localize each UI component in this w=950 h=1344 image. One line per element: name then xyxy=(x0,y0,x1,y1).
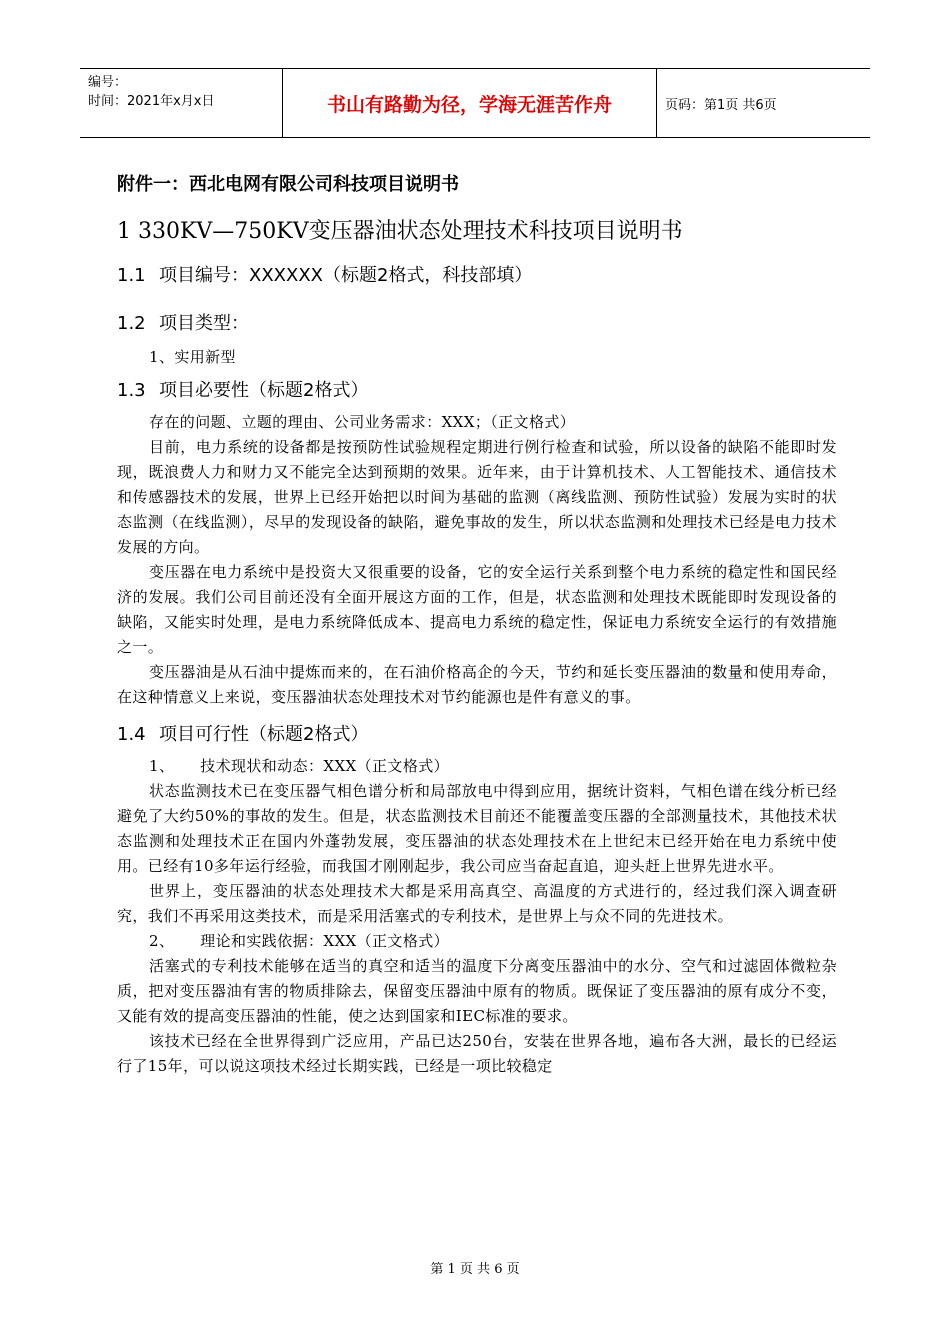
paragraph: 状态监测技术已在变压器气相色谱分析和局部放电中得到应用，据统计资料，气相色谱在线分析已经避免了大约50%的事故的发生。但是，状态监测技术目前还不能覆盖变压器的全部测量技术，其他技术状态监测和处理技术正在国内外蓬勃发展，变压器油的状态处理技术在上世纪末已经开始在电力系统中使用。已经有10多年运行经验，而我国才刚刚起步，我公司应当奋起直追，迎头赶上世界先进水平。 xyxy=(117,782,837,875)
header-page-info: 页码：第1页 共6页 xyxy=(665,97,777,113)
section-title: 项目编号：XXXXXX（标题2格式，科技部填） xyxy=(159,265,533,286)
section-title: 项目可行性（标题2格式） xyxy=(159,724,369,745)
page-header xyxy=(80,68,870,138)
paragraph: 活塞式的专利技术能够在适当的真空和适当的温度下分离变压器油中的水分、空气和过滤固体微粒杂质，把对变压器油有害的物质排除去，保留变压器油中原有的物质。既保证了变压器油的原有成分不变，又能有效的提高变压器油的性能，使之达到国家和IEC标准的要求。 xyxy=(117,957,837,1025)
section-number: 1.4 xyxy=(117,724,146,745)
paragraph: 变压器在电力系统中是投资大又很重要的设备，它的安全运行关系到整个电力系统的稳定性和国民经济的发展。我们公司目前还没有全面开展这方面的工作，但是，状态监测和处理技术既能即时发现设备的缺陷，又能实时处理，是电力系统降低成本、提高电力系统的稳定性，保证电力系统安全运行的有效措施之一。 xyxy=(117,563,837,656)
attachment-title: 附件一：西北电网有限公司科技项目说明书 xyxy=(117,174,459,195)
project-type-item: 1、实用新型 xyxy=(149,348,236,366)
section-heading-1-1 xyxy=(117,261,837,287)
header-number-label: 编号： xyxy=(88,75,128,90)
page-footer: 第 1 页 共 6 页 xyxy=(430,1262,520,1277)
section-number: 1.1 xyxy=(117,265,146,286)
header-motto: 书山有路勤为径，学海无涯苦作舟 xyxy=(283,69,657,137)
list-item: 2、 理论和实践依据：XXX（正文格式） xyxy=(149,932,450,950)
section-heading-1-4 xyxy=(117,720,837,746)
document-body xyxy=(117,170,837,1079)
section-title: 项目类型： xyxy=(159,313,249,334)
document-title: 1 330KV—750KV变压器油状态处理技术科技项目说明书 xyxy=(117,219,683,244)
section-title: 项目必要性（标题2格式） xyxy=(159,380,369,401)
section-number: 1.2 xyxy=(117,313,146,334)
paragraph: 世界上，变压器油的状态处理技术大都是采用高真空、高温度的方式进行的，经过我们深入调查研究，我们不再采用这类技术，而是采用活塞式的专利技术，是世界上与众不同的先进技术。 xyxy=(117,882,837,925)
section-heading-1-3 xyxy=(117,376,837,402)
paragraph: 该技术已经在全世界得到广泛应用，产品已达250台，安装在世界各地，遍布各大洲，最长的已经运行了15年，可以说这项技术经过长期实践，已经是一项比较稳定 xyxy=(117,1032,837,1075)
section-heading-1-2 xyxy=(117,309,837,335)
paragraph: 变压器油是从石油中提炼而来的，在石油价格高企的今天，节约和延长变压器油的数量和使用寿命，在这种情意义上来说，变压器油状态处理技术对节约能源也是件有意义的事。 xyxy=(117,663,837,706)
paragraph: 目前，电力系统的设备都是按预防性试验规程定期进行例行检查和试验，所以设备的缺陷不能即时发现，既浪费人力和财力又不能完全达到预期的效果。近年来，由于计算机技术、人工智能技术、通信技术和传感器技术的发展，世界上已经开始把以时间为基础的监测（离线监测、预防性试验）发展为实时的状态监测（在线监测），尽早的发现设备的缺陷，避免事故的发生，所以状态监测和处理技术已经是电力技术发展的方向。 xyxy=(117,438,837,556)
paragraph: 存在的问题、立题的理由、公司业务需求：XXX；（正文格式） xyxy=(149,413,576,431)
list-item: 1、 技术现状和动态：XXX（正文格式） xyxy=(149,757,450,775)
section-number: 1.3 xyxy=(117,380,146,401)
header-time-label: 时间：2021年x月x日 xyxy=(88,94,215,109)
header-meta xyxy=(80,69,283,137)
